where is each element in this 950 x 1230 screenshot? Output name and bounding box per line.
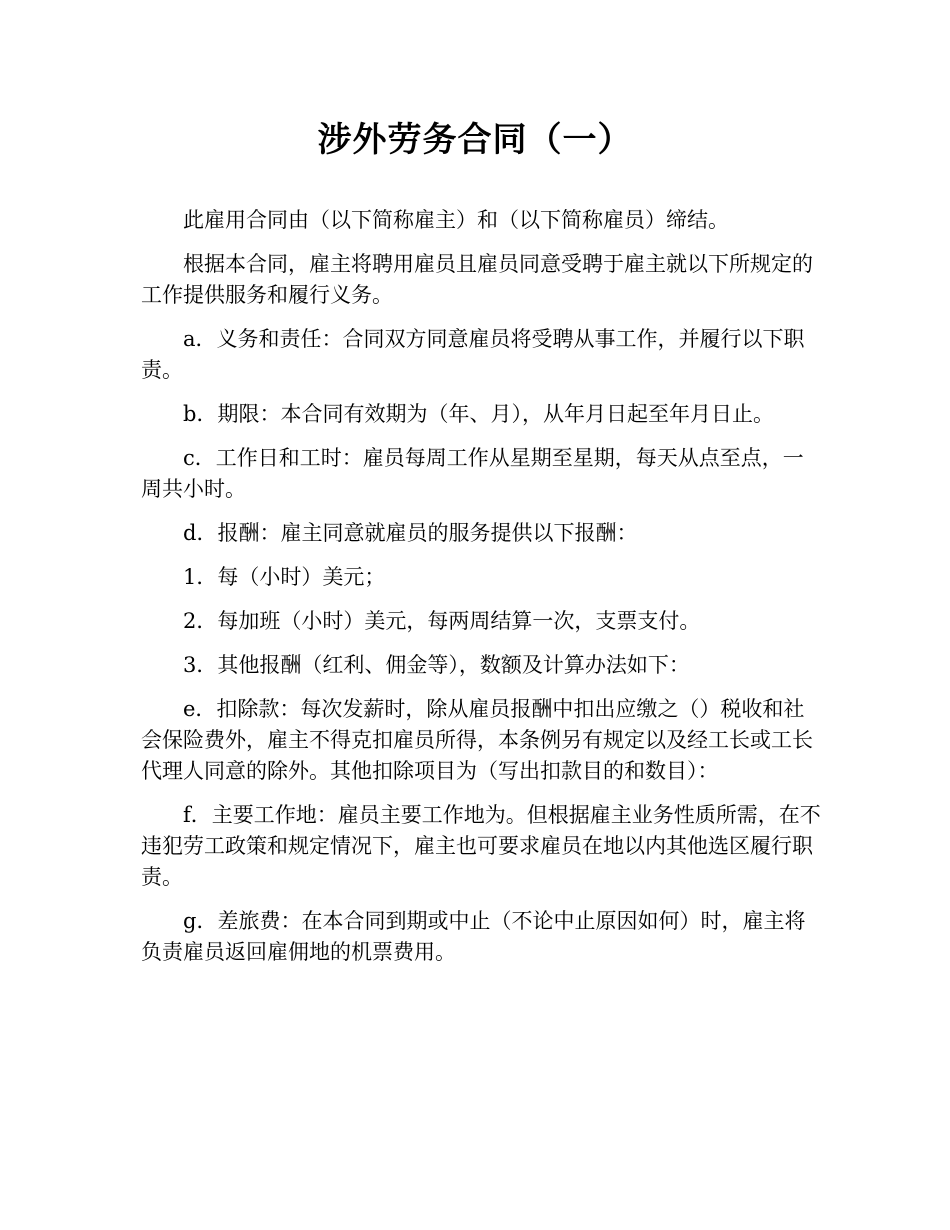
compensation-item-2: 2．每加班（小时）美元，每两周结算一次，支票支付。: [183, 609, 701, 633]
clause-b-term: b．期限：本合同有效期为（年、月），从年月日起至年月日止。: [183, 402, 774, 426]
document-title: 涉外劳务合同（一）: [317, 120, 633, 160]
paragraph-agreement: 根据本合同，雇主将聘用雇员且雇员同意受聘于雇主就以下所规定的工作提供服务和履行义务。: [141, 252, 813, 307]
clause-c-working-hours: c．工作日和工时：雇员每周工作从星期至星期，每天从点至点，一周共小时。: [141, 446, 804, 501]
paragraph-intro: 此雇用合同由（以下简称雇主）和（以下简称雇员）缔结。: [183, 208, 729, 232]
clause-e-deductions: e．扣除款：每次发薪时，除从雇员报酬中扣出应缴之（）税收和社会保险费外，雇主不得克扣雇员所得，本条例另有规定以及经工长或工长代理人同意的除外。其他扣除项目为（写出扣款目的和数目）：: [141, 697, 813, 783]
compensation-item-3: 3．其他报酬（红利、佣金等），数额及计算办法如下：: [183, 653, 690, 677]
clause-f-work-location: f．主要工作地：雇员主要工作地为。但根据雇主业务性质所需，在不违犯劳工政策和规定情况下，雇主也可要求雇员在地以内其他选区履行职责。: [141, 803, 821, 889]
compensation-item-1: 1．每（小时）美元；: [183, 565, 386, 589]
document-body: [141, 205, 821, 981]
clause-a-duties: a．义务和责任：合同双方同意雇员将受聘从事工作，并履行以下职责。: [141, 327, 805, 382]
clause-g-travel-expenses: g．差旅费：在本合同到期或中止（不论中止原因如何）时，雇主将负责雇员返回雇佣地的机票费用。: [141, 909, 806, 964]
clause-d-compensation: d．报酬：雇主同意就雇员的服务提供以下报酬：: [183, 521, 638, 545]
